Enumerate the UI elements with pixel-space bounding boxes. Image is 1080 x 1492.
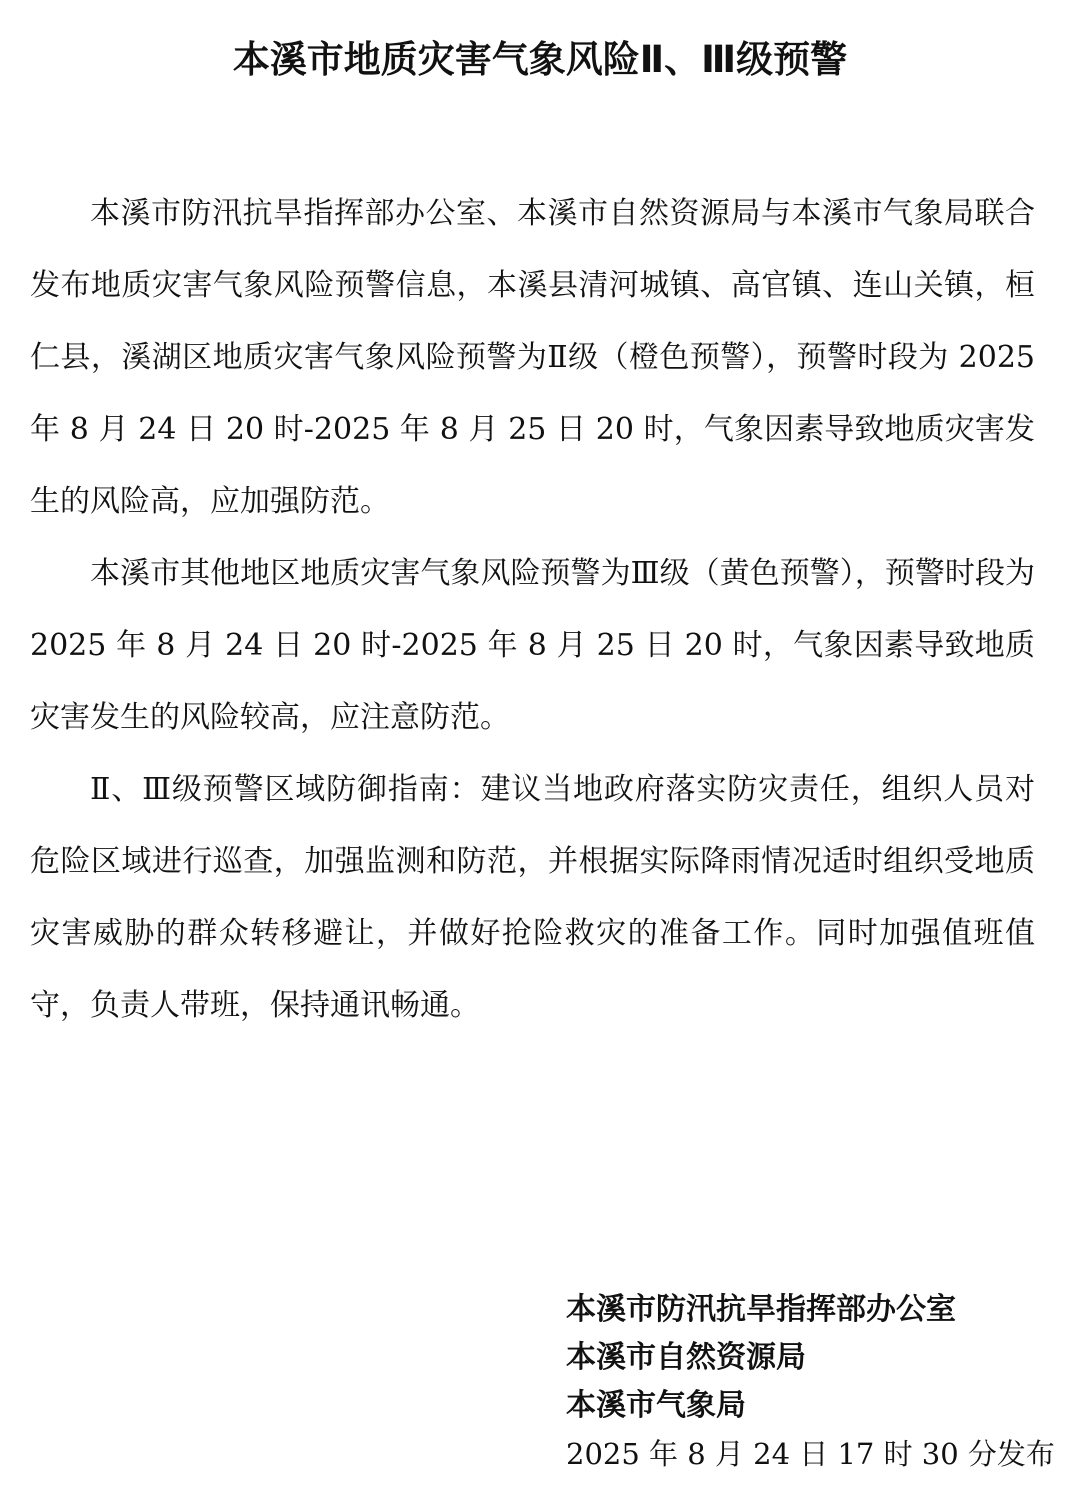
issuer-meteorological-bureau: 本溪市气象局 (566, 1388, 746, 1423)
paragraph-defense-guide: Ⅱ、Ⅲ级预警区域防御指南：建议当地政府落实防灾责任，组织人员对危险区域进行巡查，加强监测和防范，并根据实际降雨情况适时组织受地质灾害威胁的群众转移避让，并做好抢险救灾的准备工作。同时加强值班值守，负责人带班，保持通讯畅通。 (30, 772, 1035, 1023)
paragraph-yellow-warning: 本溪市其他地区地质灾害气象风险预警为Ⅲ级（黄色预警），预警时段为 2025 年 8 月 24 日 20 时-2025 年 8 月 25 日 20 时，气象因素导致地质灾害发生的风险较高，应注意防范。 (30, 556, 1035, 735)
notice-title: 本溪市地质灾害气象风险Ⅱ、Ⅲ级预警 (232, 38, 848, 81)
issuer-signature-block (566, 1286, 1055, 1478)
issue-datetime: 2025 年 8 月 24 日 17 时 30 分发布 (566, 1437, 1055, 1471)
issuer-flood-control-office: 本溪市防汛抗旱指挥部办公室 (566, 1292, 956, 1327)
notice-body (30, 178, 1035, 1042)
issuer-natural-resources-bureau: 本溪市自然资源局 (566, 1340, 806, 1375)
paragraph-orange-warning: 本溪市防汛抗旱指挥部办公室、本溪市自然资源局与本溪市气象局联合发布地质灾害气象风险预警信息，本溪县清河城镇、高官镇、连山关镇，桓仁县，溪湖区地质灾害气象风险预警为Ⅱ级（橙色预警），预警时段为 2025 年 8 月 24 日 20 时-2025 年 8 月 25 日 20 时，气象因素导致地质灾害发生的风险高，应加强防范。 (30, 196, 1035, 519)
